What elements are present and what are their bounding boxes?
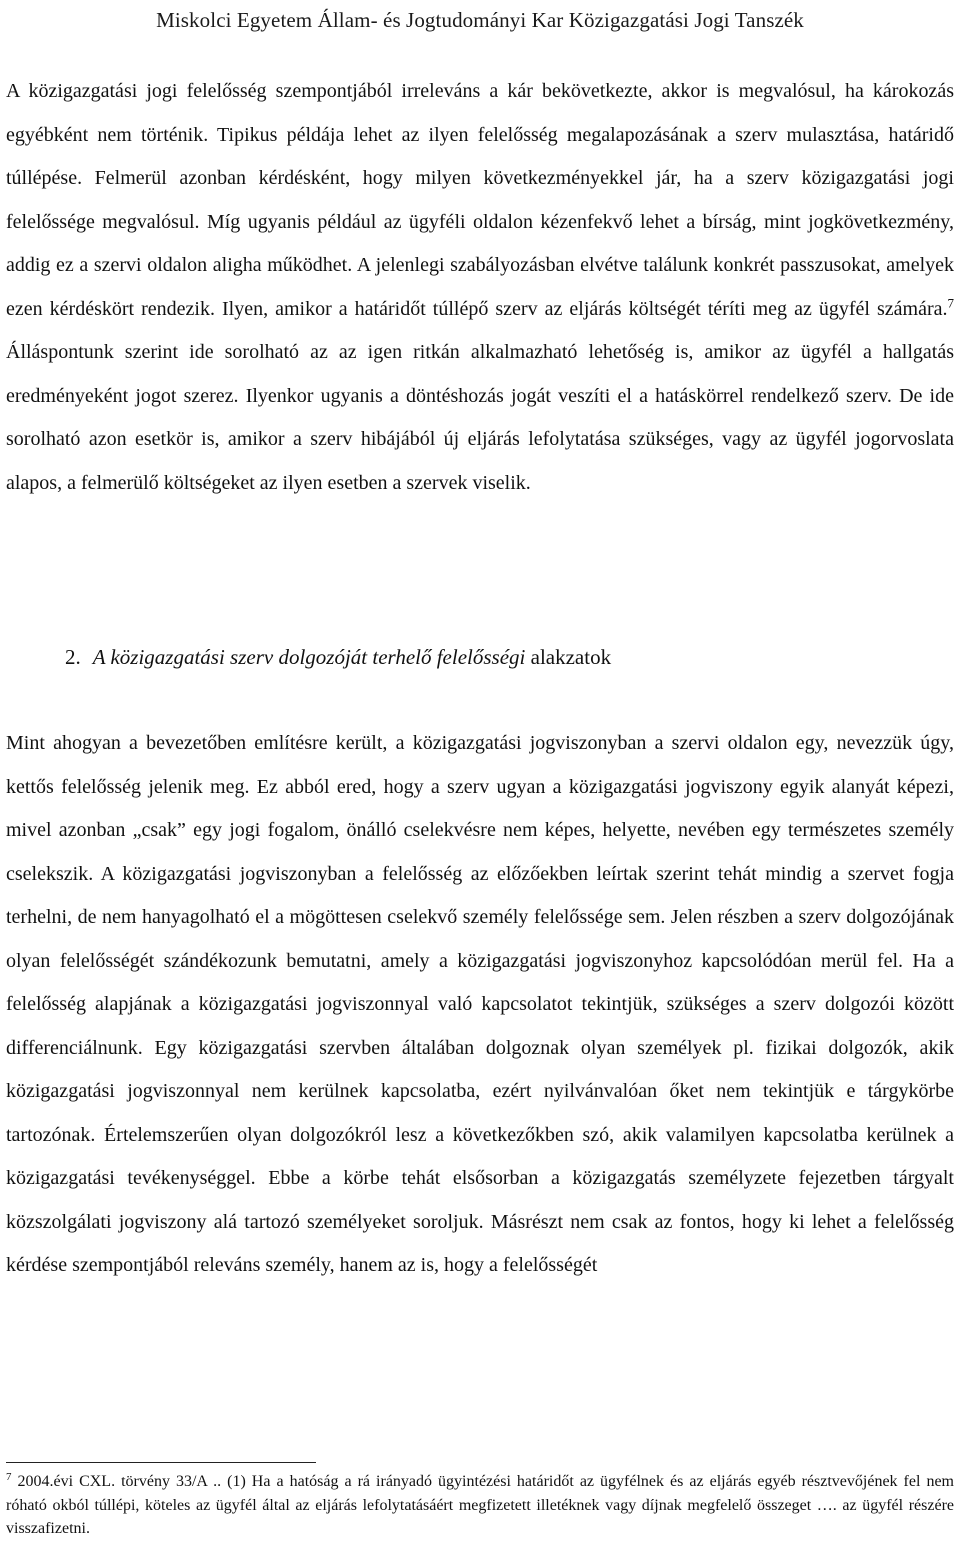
paragraph-1	[6, 70, 954, 505]
footnote-text: 2004.évi CXL. törvény 33/A .. (1) Ha a hatóság a rá irányadó ügyintézési határidőt az ügyfélnek és az eljárás egyéb résztvevőjének fel nem róható okból túllépi, köteles az ügyfél által az eljárás lefolytatásáért megfizetett illetéknek vagy díjnak megfelelő összeget …. az ügyfél részére visszafizetni.	[6, 1473, 954, 1537]
footnote-separator	[6, 1462, 316, 1463]
footnote-reference[interactable]: 7	[947, 294, 954, 310]
running-header: Miskolci Egyetem Állam- és Jogtudományi Kar Közigazgatási Jogi Tanszék	[156, 8, 804, 32]
paragraph-2: Mint ahogyan a bevezetőben említésre került, a közigazgatási jogviszonyban a szervi oldalon egy, nevezzük úgy, kettős felelősség jelenik meg. Ez abból ered, hogy a szerv ugyan a közigazgatási jogviszony egyik alanyát képezi, mivel azonban „csak” egy jogi fogalom, önálló cselekvésre nem képes, helyette, nevében egy természetes személy cselekszik. A közigazgatási jogviszonyban a felelősség az előzőekben leírtak szerint tehát mindig a szervet fogja terhelni, de nem hanyagolható el a mögöttesen cselekvő személy felelőssége sem. Jelen részben a szerv dolgozójának olyan felelősségét szándékozunk bemutatni, amely a közigazgatási jogviszonyhoz kapcsolódóan merül fel. Ha a felelősség alapjának a közigazgatási jogviszonnyal való kapcsolatot tekintjük, szükséges a szerv dolgozói között differenciálnunk. Egy közigazgatási szervben általában dolgoznak olyan személyek pl. fizikai dolgozók, akik közigazgatási jogviszonnyal nem kerülnek kapcsolatba, ezért nyilvánvalóan őket nem tekintjük e tárgykörbe tartozónak. Értelemszerűen olyan dolgozókról lesz a következőkben szó, akik valamilyen kapcsolatba kerülnek a közigazgatási tevékenységgel. Ebbe a körbe tehát elsősorban a közigazgatás személyzete fejezetben tárgyalt közszolgálati jogviszony alá tartozó személyeket soroljuk. Másrészt nem csak az fontos, hogy ki lehet a felelősség kérdése szempontjából releváns személy, hanem az is, hogy a felelősségét	[6, 732, 954, 1276]
section-number: 2.	[65, 645, 81, 669]
footnote	[6, 1470, 954, 1541]
paragraph-1-text-b: Álláspontunk szerint ide sorolható az az igen ritkán alkalmazható lehetőség is, amikor az ügyfél a hallgatás eredményeként jogot szerez. Ilyenkor ugyanis a döntéshozás jogát veszíti el a hatáskörrel rendelkező szerv. De ide sorolható azon esetkör is, amikor a szerv hibájából új eljárás lefolytatása szükséges, vagy az ügyfél jogorvoslata alapos, a felmerülő költségeket az ilyen esetben a szervek viselik.	[6, 341, 954, 494]
paragraph-1-text-a: A közigazgatási jogi felelősség szempontjából irreleváns a kár bekövetkezte, akkor is megvalósul, ha károkozás egyébként nem történik. Tipikus példája lehet az ilyen felelősség megalapozásának a szerv mulasztása, határidő túllépése. Felmerül azonban kérdésként, hogy milyen következményekkel jár, ha a szerv közigazgatási jogi felelőssége megvalósul. Míg ugyanis például az ügyféli oldalon kézenfekvő lehet a bírság, mint jogkövetkezmény, addig ez a szervi oldalon aligha működhet. A jelenlegi szabályozásban elvétve találunk konkrét passzusokat, amelyek ezen kérdéskört rendezik. Ilyen, amikor a határidőt túllépő szerv az eljárás költségét téríti meg az ügyfél számára.	[6, 80, 954, 320]
section-title-rest: alakzatok	[525, 645, 612, 669]
section-title-italic: A közigazgatási szerv dolgozóját terhelő felelősségi	[92, 645, 526, 669]
section-heading	[65, 636, 611, 680]
footnote-marker: 7	[6, 1470, 12, 1483]
